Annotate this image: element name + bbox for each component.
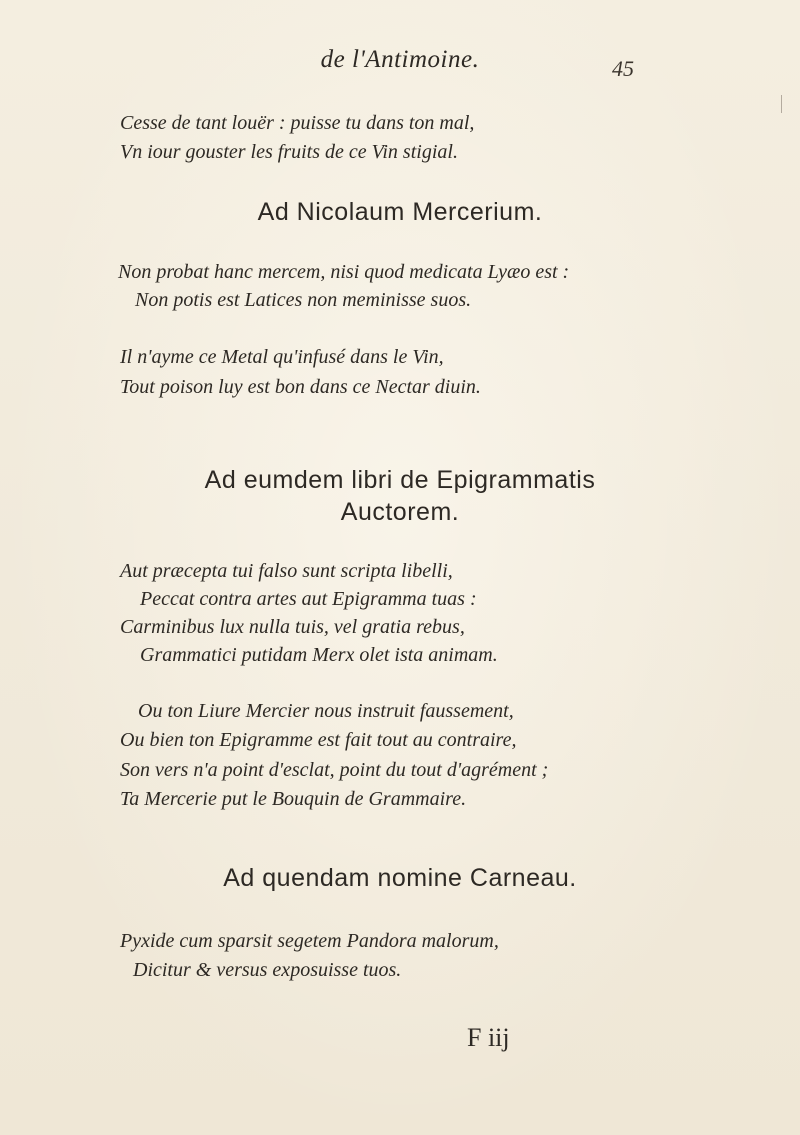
poem1-line-1: Cesse de tant louër : puisse tu dans ton mal, [120, 112, 475, 134]
gathering-signature: F iij [467, 1023, 510, 1052]
section-heading-quendam: Ad quendam nomine Carneau. [223, 864, 577, 892]
page-number: 45 [612, 56, 634, 81]
nicolaum-french-line-2: Tout poison luy est bon dans ce Nectar diuin. [120, 376, 481, 398]
eumdem-french-line-1: Ou ton Liure Mercier nous instruit faussement, [138, 700, 514, 722]
nicolaum-latin-line-2: Non potis est Latices non meminisse suos. [135, 289, 472, 311]
eumdem-latin-line-2: Peccat contra artes aut Epigramma tuas : [140, 588, 477, 610]
section-heading-nicolaum: Ad Nicolaum Mercerium. [257, 198, 543, 226]
page-edge-mark [781, 95, 782, 113]
eumdem-french-line-4: Ta Mercerie put le Bouquin de Grammaire. [120, 788, 467, 810]
quendam-latin-line-2: Dicitur & versus exposuisse tuos. [133, 959, 402, 981]
poem1-line-2: Vn iour gouster les fruits de ce Vin stigial. [120, 141, 458, 163]
nicolaum-french-line-1: Il n'ayme ce Metal qu'infusé dans le Vin, [120, 346, 444, 368]
section-heading-eumdem-line-2: Auctorem. [340, 498, 460, 526]
nicolaum-latin-line-1: Non probat hanc mercem, nisi quod medicata Lyæo est : [118, 261, 570, 283]
quendam-latin-line-1: Pyxide cum sparsit segetem Pandora malorum, [120, 930, 499, 952]
eumdem-latin-line-4: Grammatici putidam Merx olet ista animam. [140, 644, 498, 666]
eumdem-french-line-2: Ou bien ton Epigramme est fait tout au contraire, [120, 729, 517, 751]
section-heading-eumdem-line-1: Ad eumdem libri de Epigrammatis [204, 466, 596, 494]
running-head: de l'Antimoine. [320, 46, 480, 73]
eumdem-latin-line-3: Carminibus lux nulla tuis, vel gratia rebus, [120, 616, 465, 638]
eumdem-french-line-3: Son vers n'a point d'esclat, point du tout d'agrément ; [120, 759, 549, 781]
eumdem-latin-line-1: Aut præcepta tui falso sunt scripta libelli, [120, 560, 453, 582]
